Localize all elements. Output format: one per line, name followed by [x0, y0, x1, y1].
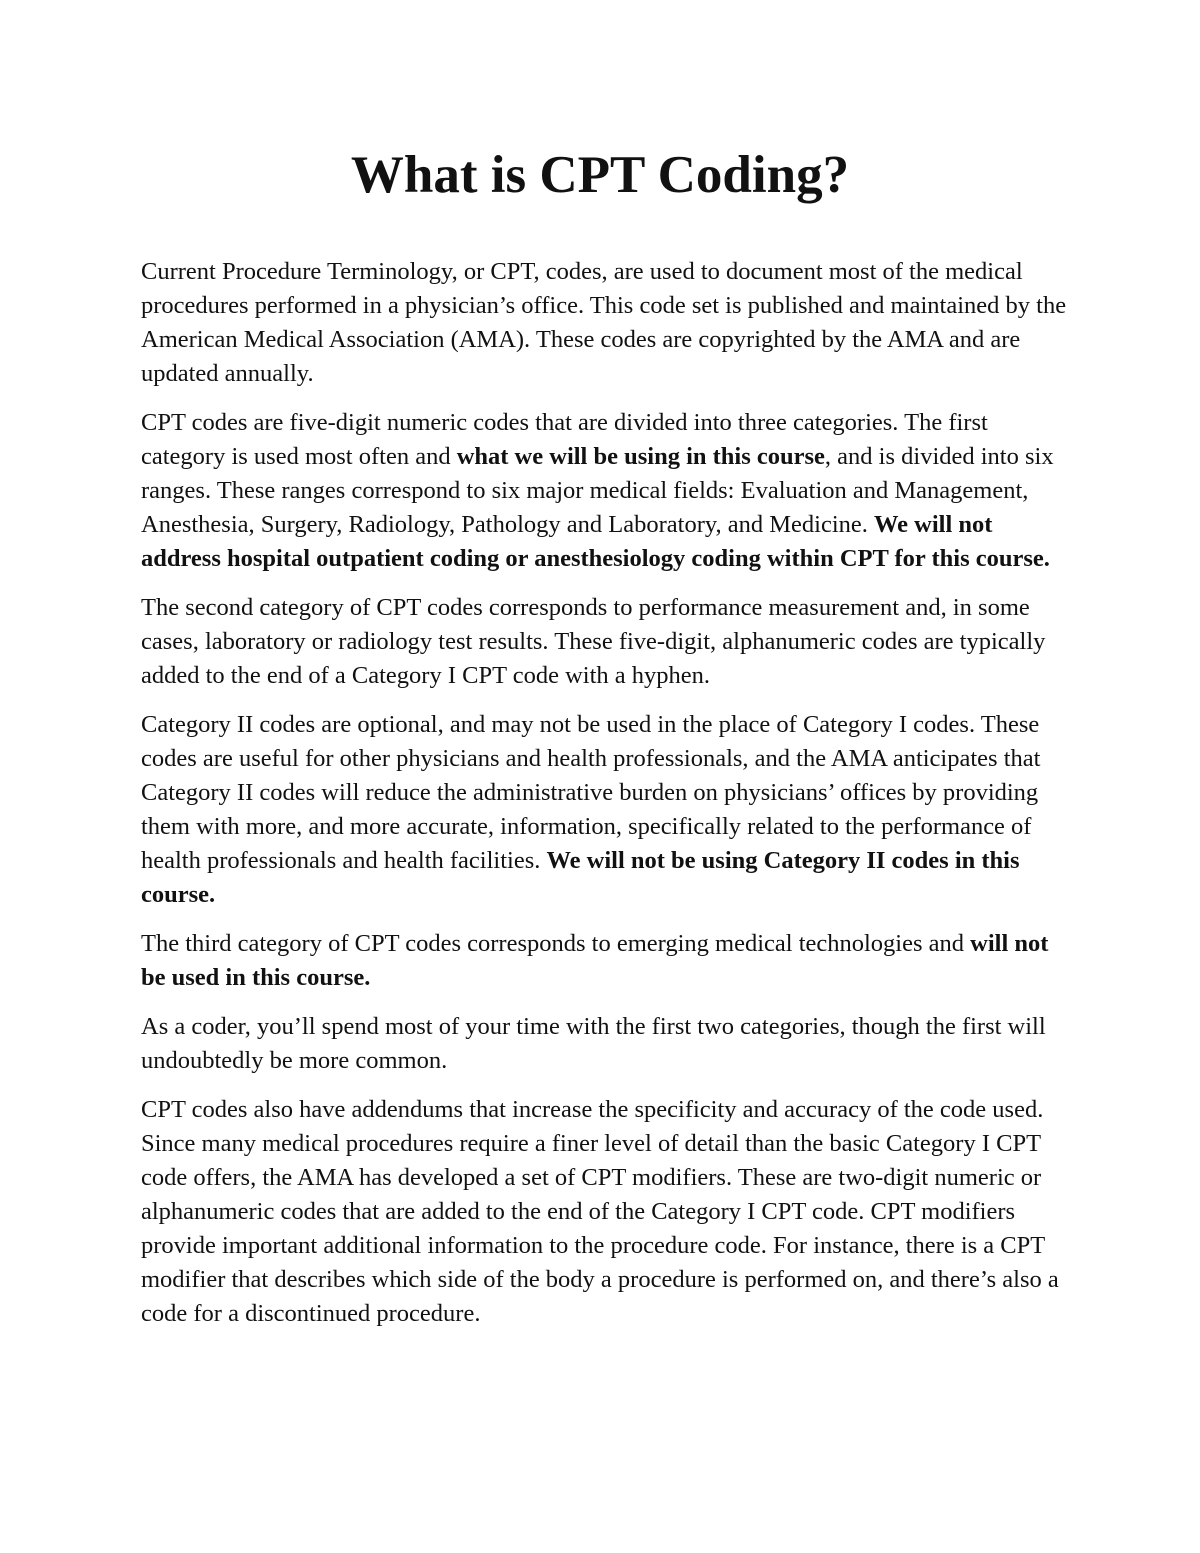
- paragraph: [141, 591, 1076, 693]
- paragraph: [141, 1010, 1076, 1078]
- paragraph: [141, 927, 1076, 995]
- text-segment: The second category of CPT codes corresponds to performance measurement and, in some cases, laboratory or radiology test results. These five-digit, alphanumeric codes are typically added to the end of a Category I CPT code with a hyphen.: [141, 594, 1046, 689]
- text-segment: Category II codes are optional, and may not be used in the place of Category I codes. These codes are useful for other physicians and health professionals, and the AMA anticipates that Category II codes will reduce the administrative burden on physicians’ offices by providing them with more, and more accurate, information, specifically related to the performance of health professionals and health facilities.: [141, 711, 1041, 874]
- bold-text-segment: will not be used in this course.: [141, 930, 1049, 991]
- paragraph: [141, 406, 1076, 576]
- bold-text-segment: what we will be using in this course: [456, 443, 825, 470]
- text-segment: The third category of CPT codes corresponds to emerging medical technologies and: [141, 930, 971, 957]
- paragraph: [141, 1093, 1076, 1331]
- paragraph: [141, 708, 1076, 912]
- text-segment: As a coder, you’ll spend most of your time with the first two categories, though the first will undoubtedly be more common.: [141, 1013, 1046, 1074]
- bold-text-segment: We will not be using Category II codes in this course.: [141, 847, 1020, 908]
- document-body: [141, 255, 1076, 1346]
- bold-text-segment: We will not address hospital outpatient coding or anesthesiology coding within CPT for this course.: [141, 511, 1050, 572]
- paragraph: [141, 255, 1076, 391]
- text-segment: , and is divided into six ranges. These ranges correspond to six major medical fields: Evaluation and Management, Anesthesia, Surgery, Radiology, Pathology and Laboratory, and Medicine.: [141, 443, 1054, 538]
- text-segment: CPT codes are five-digit numeric codes that are divided into three categories. The first category is used most often and: [141, 409, 988, 470]
- text-segment: Current Procedure Terminology, or CPT, codes, are used to document most of the medical procedures performed in a physician’s office. This code set is published and maintained by the American Medical Association (AMA). These codes are copyrighted by the AMA and are updated annually.: [141, 258, 1067, 387]
- page-title: What is CPT Coding?: [350, 146, 850, 204]
- text-segment: CPT codes also have addendums that increase the specificity and accuracy of the code used. Since many medical procedures require a finer level of detail than the basic Category I CPT code offers, the AMA has developed a set of CPT modifiers. These are two-digit numeric or alphanumeric codes that are added to the end of the Category I CPT code. CPT modifiers provide important additional information to the procedure code. For instance, there is a CPT modifier that describes which side of the body a procedure is performed on, and there’s also a code for a discontinued procedure.: [141, 1096, 1059, 1327]
